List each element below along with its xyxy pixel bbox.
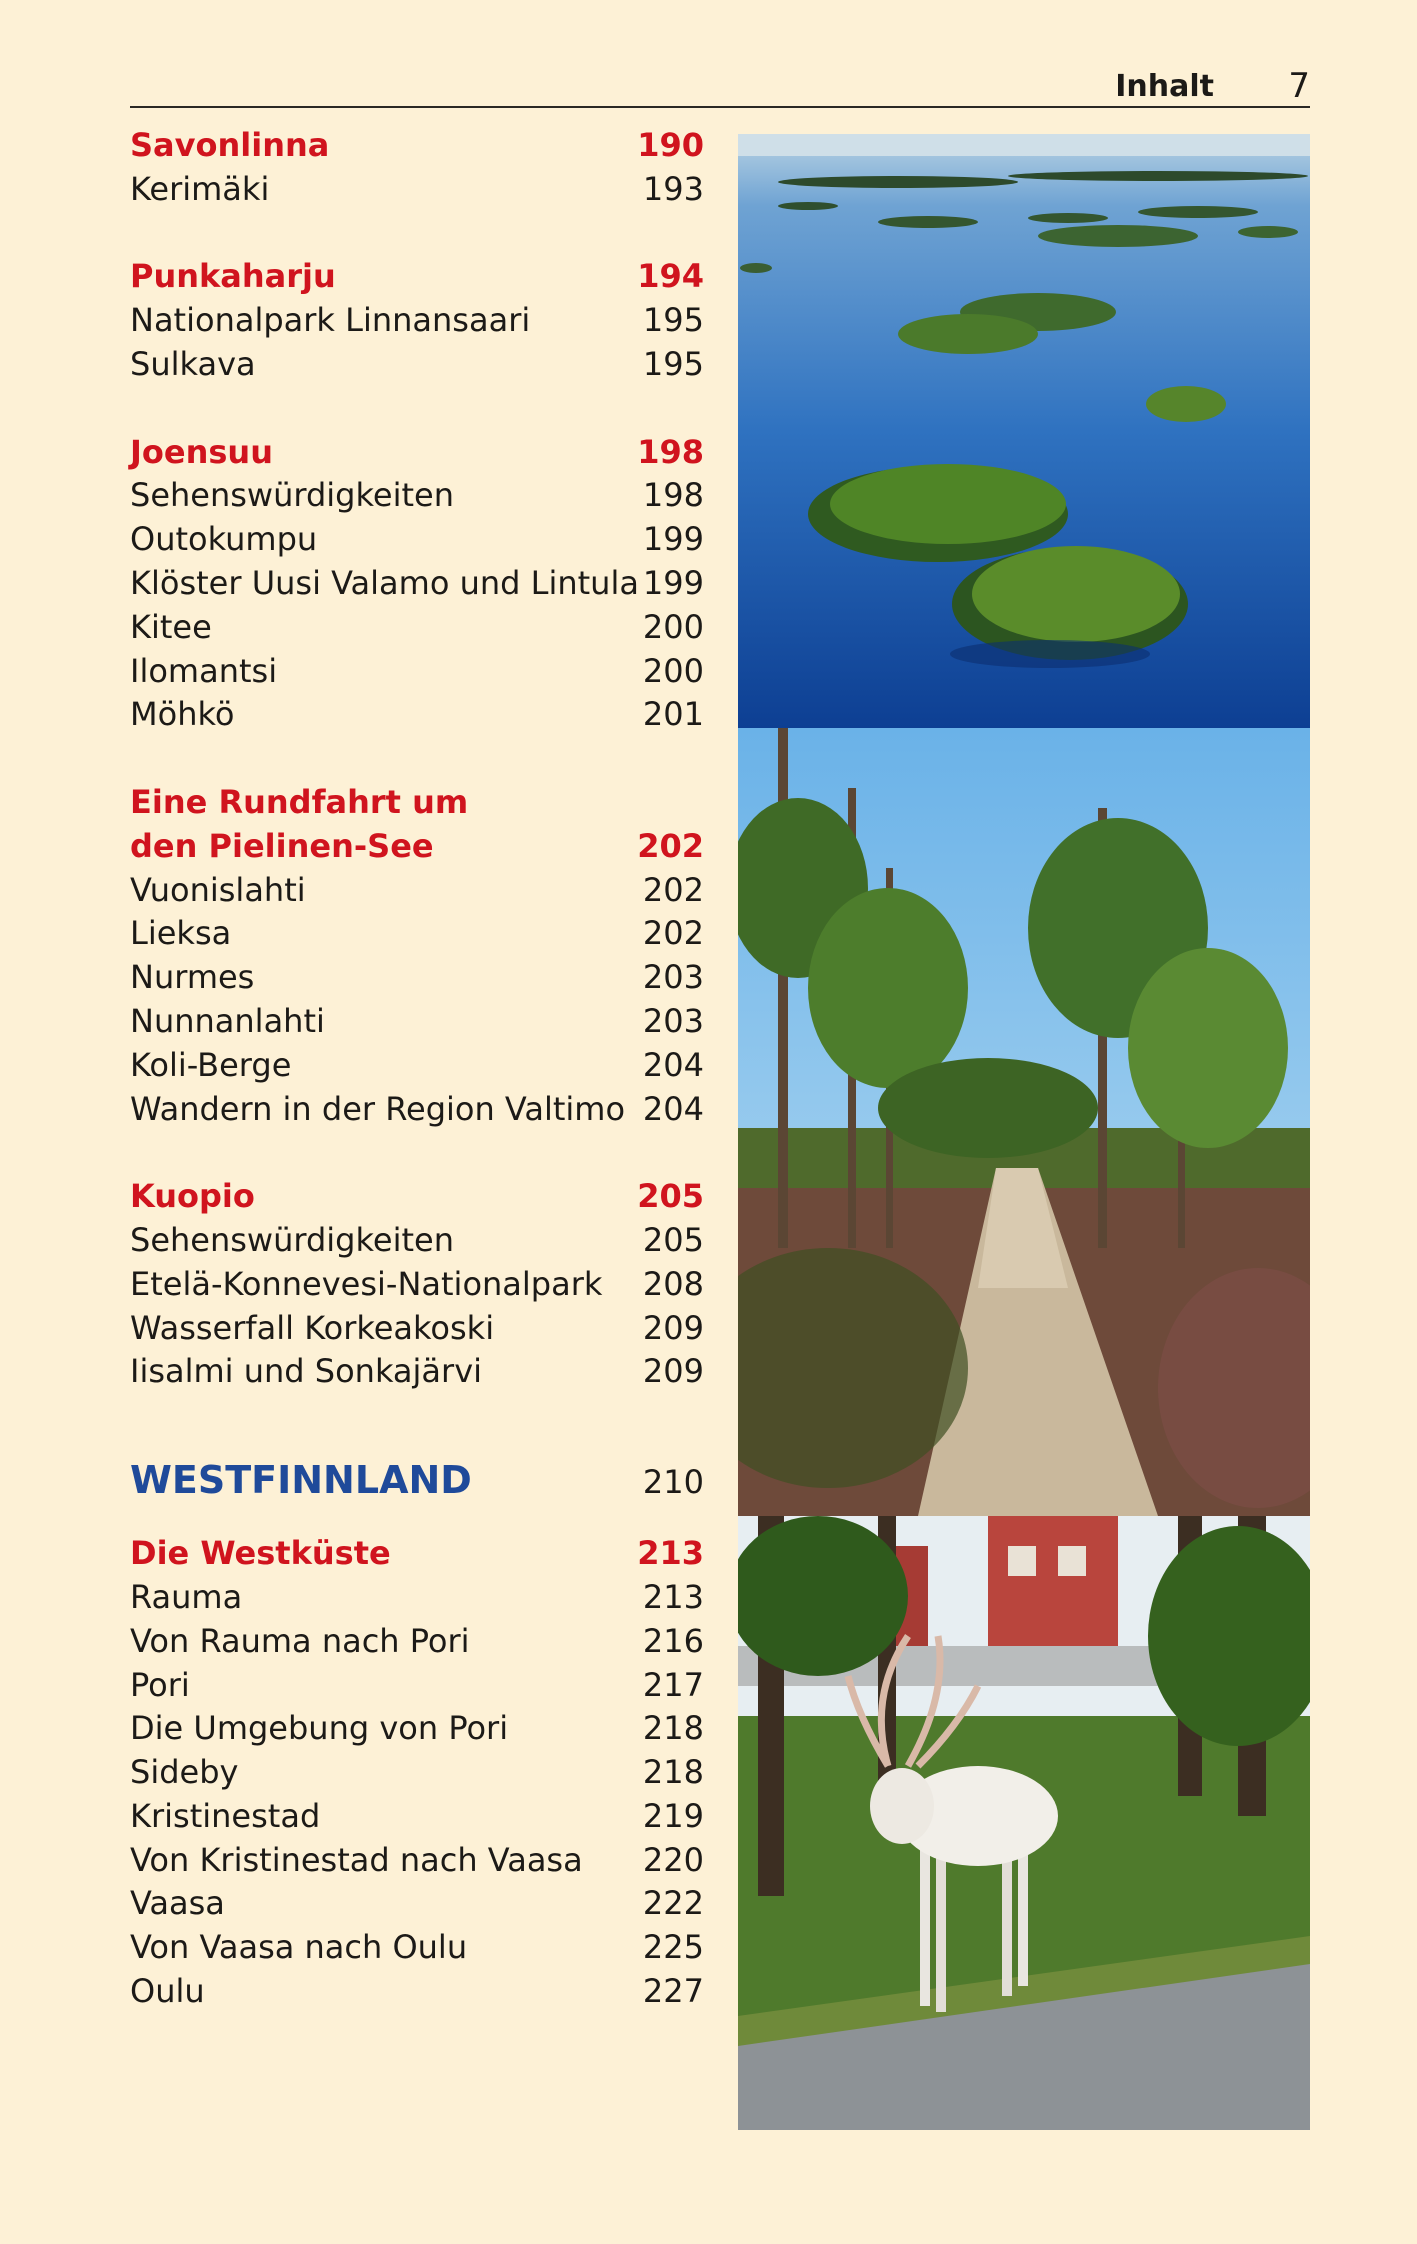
toc-subentry: [130, 1219, 704, 1263]
toc-subentry: [130, 474, 704, 518]
toc-page-number: 190: [637, 126, 704, 164]
toc-page-number: 208: [642, 1264, 704, 1303]
toc-entry-title: Wasserfall Korkeakoski: [130, 1308, 495, 1347]
toc-page-number: 194: [637, 257, 704, 296]
toc-page-number: 203: [642, 958, 704, 997]
toc-entry-title: Nurmes: [130, 958, 255, 997]
toc-entry-title: Kerimäki: [130, 169, 270, 208]
toc-entry-title: Von Kristinestad nach Vaasa: [130, 1840, 583, 1879]
toc-subentry: [130, 1307, 704, 1351]
toc-page-number: 201: [642, 695, 704, 734]
toc-page-number: 199: [642, 520, 704, 559]
toc-entry-title: Outokumpu: [130, 520, 318, 559]
toc-subentry: [130, 693, 704, 737]
toc-page-number: 217: [642, 1665, 704, 1704]
toc-entry-title: Koli-Berge: [130, 1045, 292, 1084]
toc-subentry: [130, 912, 704, 956]
toc-entry-title: Kristinestad: [130, 1796, 321, 1835]
toc-entry-title: Kuopio: [130, 1177, 255, 1216]
toc-subentry: [130, 1263, 704, 1307]
page-number: 7: [1288, 66, 1310, 106]
toc-subentry: [130, 562, 704, 606]
toc-page-number: 198: [642, 476, 704, 515]
page-header: [130, 64, 1310, 108]
toc-entry-title: Eine Rundfahrt um: [130, 782, 469, 821]
toc-page-number: 218: [642, 1753, 704, 1792]
toc-entry-title: Ilomantsi: [130, 651, 278, 690]
toc-subentry: [130, 1088, 704, 1132]
toc-entry-title: Joensuu: [130, 432, 273, 471]
toc-region-title: WESTFINNLAND: [130, 1458, 472, 1503]
toc-subentry: [130, 1620, 704, 1664]
toc-entry-title: Savonlinna: [130, 126, 330, 164]
toc-entry-title: Iisalmi und Sonkajärvi: [130, 1352, 483, 1391]
toc-chapter-entry: [130, 825, 704, 869]
table-of-contents: [130, 124, 704, 2014]
white-reindeer-illustration: [738, 1516, 1310, 2130]
toc-entry-title: Nunnanlahti: [130, 1001, 325, 1040]
toc-page-number: 202: [642, 870, 704, 909]
toc-subentry: [130, 299, 704, 343]
forest-path-photo: [738, 728, 1310, 1516]
toc-chapter-entry: [130, 124, 704, 168]
white-reindeer-photo: [738, 1516, 1310, 2130]
toc-entry-title: Lieksa: [130, 914, 232, 953]
toc-subentry: [130, 650, 704, 694]
toc-entry-title: Vuonislahti: [130, 870, 306, 909]
toc-spacer: [130, 737, 704, 781]
toc-entry-title: Von Vaasa nach Oulu: [130, 1928, 468, 1967]
toc-page-number: 219: [642, 1796, 704, 1835]
toc-subentry: [130, 1000, 704, 1044]
lake-islands-photo: [738, 134, 1310, 728]
toc-entry-title: Von Rauma nach Pori: [130, 1621, 470, 1660]
toc-page-number: 205: [642, 1220, 704, 1259]
toc-subentry: [130, 1795, 704, 1839]
toc-entry-title: Möhkö: [130, 695, 235, 734]
toc-subentry: [130, 1751, 704, 1795]
toc-page-number: 199: [642, 563, 704, 602]
toc-page-number: 204: [642, 1045, 704, 1084]
toc-entry-title: Die Westküste: [130, 1534, 391, 1573]
toc-chapter-entry: [130, 255, 704, 299]
toc-entry-title: Nationalpark Linnansaari: [130, 301, 531, 340]
toc-entry-title: Vaasa: [130, 1884, 225, 1923]
toc-subentry: [130, 606, 704, 650]
toc-subentry: [130, 869, 704, 913]
toc-page-number: 200: [642, 607, 704, 646]
toc-page-number: 202: [642, 914, 704, 953]
toc-spacer: [130, 1131, 704, 1175]
toc-page-number: 209: [642, 1352, 704, 1391]
toc-spacer: [130, 212, 704, 256]
toc-subentry: [130, 1882, 704, 1926]
toc-subentry: [130, 1839, 704, 1883]
toc-entry-title: Etelä-Konnevesi-Nationalpark: [130, 1264, 603, 1303]
toc-page-number: 204: [642, 1089, 704, 1128]
toc-subentry: [130, 1664, 704, 1708]
toc-entry-title: Wandern in der Region Valtimo: [130, 1089, 626, 1128]
toc-entry-title: den Pielinen-See: [130, 826, 434, 865]
toc-page-number: 213: [642, 1577, 704, 1616]
toc-spacer: [130, 387, 704, 431]
toc-entry-title: Klöster Uusi Valamo und Lintula: [130, 563, 639, 602]
toc-page-number: 198: [637, 432, 704, 471]
toc-chapter-entry: [130, 431, 704, 475]
toc-page-number: 200: [642, 651, 704, 690]
toc-subentry: [130, 1350, 704, 1394]
toc-page-number: 193: [642, 169, 704, 208]
toc-entry-title: Sehenswürdigkeiten: [130, 476, 454, 515]
toc-page-number: 227: [642, 1972, 704, 2011]
toc-spacer: [130, 1394, 704, 1450]
toc-chapter-entry: [130, 781, 704, 825]
toc-subentry: [130, 168, 704, 212]
lake-islands-illustration: [738, 134, 1310, 728]
toc-subentry: [130, 1707, 704, 1751]
toc-entry-title: Sideby: [130, 1753, 239, 1792]
toc-page-number: 195: [642, 301, 704, 340]
toc-entry-title: Die Umgebung von Pori: [130, 1709, 509, 1748]
forest-path-illustration: [738, 728, 1310, 1516]
toc-chapter-entry: [130, 1532, 704, 1576]
toc-entry-title: Oulu: [130, 1972, 205, 2011]
toc-spacer: [130, 1512, 704, 1532]
toc-entry-title: Sehenswürdigkeiten: [130, 1220, 454, 1259]
toc-entry-title: Rauma: [130, 1577, 243, 1616]
toc-page-number: 216: [642, 1621, 704, 1660]
toc-page-number: 225: [642, 1928, 704, 1967]
toc-page-number: 210: [642, 1463, 704, 1502]
toc-page-number: 205: [637, 1177, 704, 1216]
toc-subentry: [130, 518, 704, 562]
toc-entry-title: Pori: [130, 1665, 190, 1704]
toc-chapter-entry: [130, 1175, 704, 1219]
toc-page-number: 218: [642, 1709, 704, 1748]
toc-page-number: 202: [637, 826, 704, 865]
toc-subentry: [130, 343, 704, 387]
toc-subentry: [130, 1576, 704, 1620]
toc-page-number: 203: [642, 1001, 704, 1040]
toc-entry-title: Punkaharju: [130, 257, 336, 296]
toc-subentry: [130, 1044, 704, 1088]
toc-subentry: [130, 956, 704, 1000]
toc-page-number: 220: [642, 1840, 704, 1879]
toc-subentry: [130, 1970, 704, 2014]
toc-page-number: 209: [642, 1308, 704, 1347]
toc-page-number: 222: [642, 1884, 704, 1923]
toc-entry-title: Kitee: [130, 607, 212, 646]
toc-entry-title: Sulkava: [130, 344, 256, 383]
toc-page-number: 195: [642, 344, 704, 383]
toc-subentry: [130, 1926, 704, 1970]
toc-region-heading: [130, 1450, 704, 1512]
toc-page-number: 213: [637, 1534, 704, 1573]
header-section-title: Inhalt: [1115, 69, 1214, 104]
